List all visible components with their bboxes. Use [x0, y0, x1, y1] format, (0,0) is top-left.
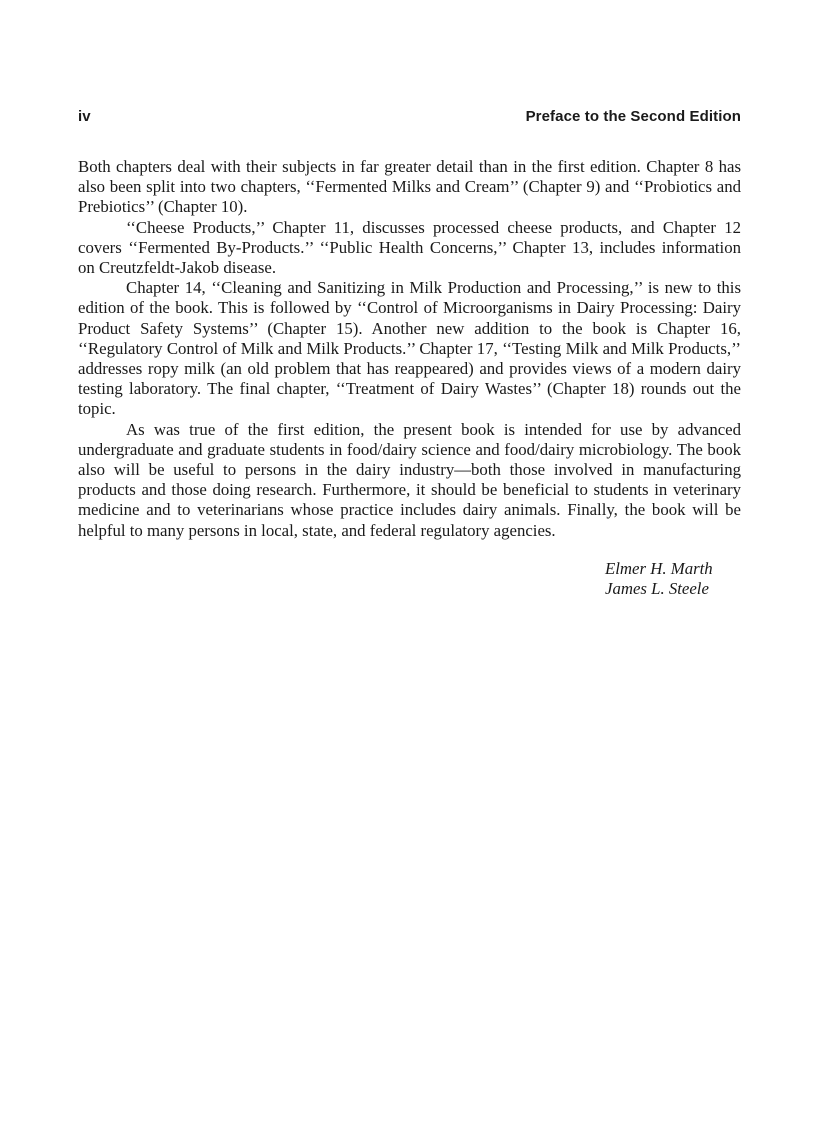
signature-block [78, 559, 741, 600]
running-head [78, 108, 741, 132]
body-text [78, 157, 741, 541]
signature-author-2: James L. Steele [605, 579, 709, 599]
page [78, 108, 741, 600]
paragraph-1: Both chapters deal with their subjects in far greater detail than in the first edition. Chapter 8 has also been split into two chapters, ‘‘Fermented Milks and Cream’’ (Chapter 9) and ‘‘Probiotics and Prebiotics’’ (Chapter 10). [78, 157, 741, 217]
paragraph-2: ‘‘Cheese Products,’’ Chapter 11, discusses processed cheese products, and Chapter 12 covers ‘‘Fermented By-Products.’’ ‘‘Public Health Concerns,’’ Chapter 13, includes information on Creutzfeldt-Jakob disease. [78, 217, 741, 278]
paragraph-4: As was true of the first edition, the present book is intended for use by advanced undergraduate and graduate students in food/dairy science and food/​dairy microbiology. The book also will be useful to persons in the dairy industry—both those involved in manufacturing products and those doing research. Furthermore, it should be beneficial to students in veterinary medicine and to veterinarians whose practice includes dairy animals. Finally, the book will be helpful to many persons in local, state, and federal regulatory agencies. [78, 419, 741, 540]
paragraph-3: Chapter 14, ‘‘Cleaning and Sanitizing in Milk Production and Processing,’’ is new to this edition of the book. This is followed by ‘‘Control of Microorganisms in Dairy Processing: Dairy Product Safety Systems’’ (Chapter 15). Another new addition to the book is Chapter 16, ‘‘Regulatory Control of Milk and Milk Products.’’ Chapter 17, ‘‘Testing Milk and Milk Products,’’ addresses ropy milk (an old problem that has reappeared) and provides views of a modern dairy testing laboratory. The final chapter, ‘‘Treatment of Dairy Wastes’’ (Chapter 18) rounds out the topic. [78, 278, 741, 419]
running-title: Preface to the Second Edition [525, 108, 741, 125]
signature-author-1: Elmer H. Marth [605, 558, 713, 578]
page-number: iv [78, 108, 91, 125]
